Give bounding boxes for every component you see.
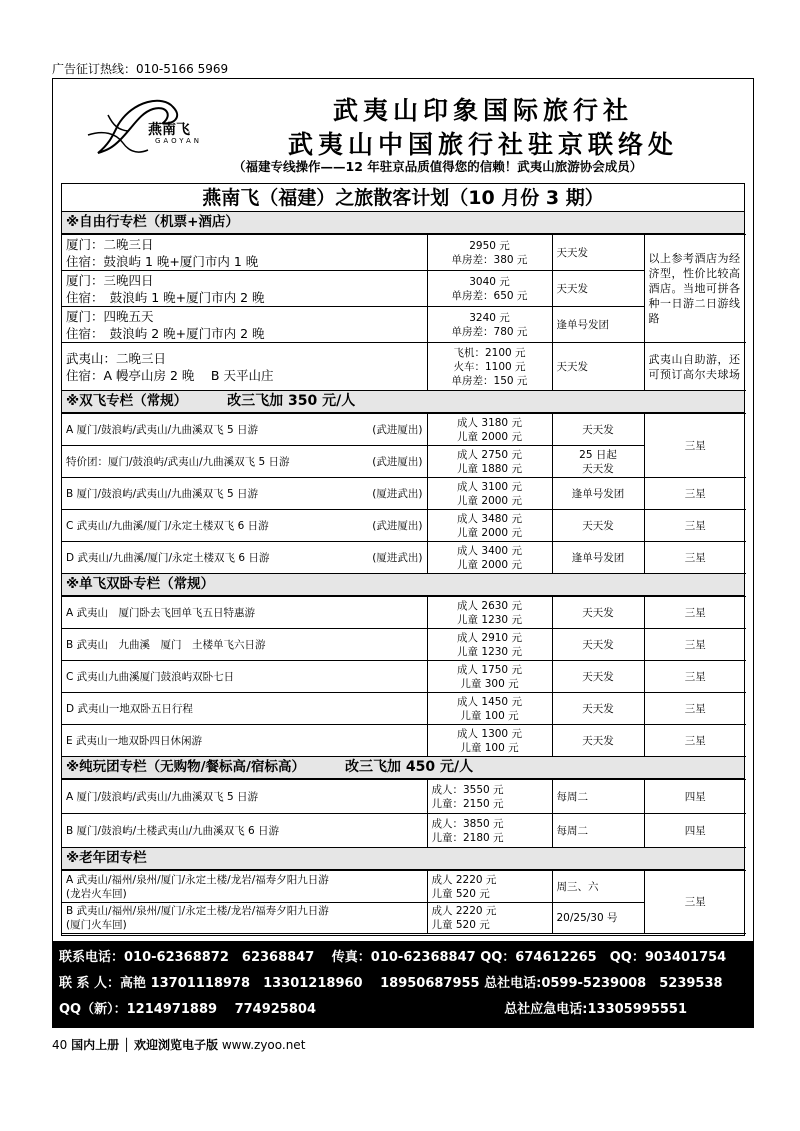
- table-row: [62, 780, 746, 814]
- grade: 三星: [644, 725, 746, 757]
- adult-price: 成人 3400 元: [457, 544, 522, 557]
- contact-emergency: 总社应急电话:13305995551: [504, 1002, 687, 1017]
- table-row: [62, 693, 746, 725]
- depart: 逢单号发团: [552, 478, 644, 510]
- table-row: [62, 343, 746, 391]
- grade: 四星: [644, 780, 746, 814]
- depart-2: 天天发: [582, 462, 614, 475]
- section-title-free-travel: ※自由行专栏（机票+酒店）: [62, 212, 744, 234]
- adult-price: 成人 3480 元: [457, 512, 522, 525]
- ad-frame: [52, 78, 754, 1028]
- section-extra: 改三飞加 350 元/人: [227, 393, 356, 409]
- child-price: 儿童 1230 元: [457, 645, 522, 658]
- depart: 天天发: [552, 725, 644, 757]
- logo-name: 燕南飞: [148, 122, 190, 138]
- route-sub: (龙岩火车回): [66, 887, 127, 900]
- route-name: B 厦门/鼓浪屿/武夷山/九曲溪双飞 5 日游: [66, 487, 259, 500]
- child-price: 儿童 1230 元: [457, 613, 522, 626]
- footer-url[interactable]: www.zyoo.net: [221, 1038, 306, 1052]
- route-name: B 武夷山/福州/泉州/厦门/永定土楼/龙岩/福寿夕阳九日游: [66, 905, 329, 917]
- child-price: 儿童 2000 元: [457, 430, 522, 443]
- adult-price: 成人 1450 元: [457, 695, 522, 708]
- section-extra: 改三飞加 450 元/人: [345, 759, 474, 775]
- route-name: A 厦门/鼓浪屿/武夷山/九曲溪双飞 5 日游: [66, 423, 258, 436]
- depart: 天天发: [552, 235, 644, 271]
- single-flight-table: [62, 596, 746, 757]
- hotel-note: 以上参考酒店为经济型，性价比较高酒店。当地可拼各种一日游二日游线路: [644, 235, 746, 343]
- ad-hotline: 广告征订热线：010-5166 5969: [52, 62, 229, 76]
- child-price: 儿童 2000 元: [457, 526, 522, 539]
- child-price: 儿童 300 元: [460, 677, 519, 690]
- depart: 天天发: [552, 414, 644, 446]
- depart: 每周二: [552, 780, 644, 814]
- depart: 天天发: [552, 597, 644, 629]
- price: 3240 元: [469, 311, 510, 324]
- agency-tagline: （福建专线操作——12 年驻京品质值得您的信赖！武夷山旅游协会成员）: [233, 159, 643, 174]
- route-name: D 武夷山一地双卧五日行程: [62, 693, 427, 725]
- depart: 每周二: [552, 814, 644, 848]
- price-flight: 飞机：2100 元: [453, 346, 526, 359]
- child-price: 儿童：2180 元: [431, 831, 504, 844]
- table-row: [62, 725, 746, 757]
- free-travel-table: [62, 234, 746, 391]
- route-tag: (武进厦出): [372, 519, 423, 532]
- table-row: [62, 871, 746, 903]
- depart: 逢单号发团: [552, 542, 644, 574]
- adult-price: 成人 2630 元: [457, 599, 522, 612]
- adult-price: 成人 3100 元: [457, 480, 522, 493]
- senior-tour-table: [62, 870, 746, 934]
- grade: 三星: [644, 693, 746, 725]
- table-row: [62, 510, 746, 542]
- footer-separator: │: [122, 1038, 131, 1052]
- route-tag: (武进厦出): [372, 423, 423, 436]
- table-row: [62, 235, 746, 271]
- depart: 天天发: [552, 693, 644, 725]
- section-title-double-flight: [62, 391, 744, 413]
- route-sub: (厦门火车回): [66, 919, 127, 931]
- header: [53, 79, 753, 179]
- route-stay: 住宿： 鼓浪屿 2 晚+厦门市内 2 晚: [66, 325, 265, 341]
- adult-price: 成人 1750 元: [457, 663, 522, 676]
- page-number: 40: [52, 1038, 68, 1052]
- section-title-text: ※双飞专栏（常规）: [66, 393, 188, 409]
- adult-price: 成人 1300 元: [457, 727, 522, 740]
- route-name: B 厦门/鼓浪屿/土楼武夷山/九曲溪双飞 6 日游: [62, 814, 427, 848]
- contact-qq-line: [59, 997, 747, 1023]
- child-price: 儿童 100 元: [460, 709, 519, 722]
- table-row: [62, 814, 746, 848]
- depart: 天天发: [552, 661, 644, 693]
- depart: 逢单号发团: [552, 307, 644, 343]
- child-price: 儿童 2000 元: [457, 494, 522, 507]
- table-row: [62, 446, 746, 478]
- adult-price: 成人 2220 元: [431, 873, 497, 886]
- depart: 天天发: [552, 510, 644, 542]
- contact-qq: QQ（新）：1214971889 774925804: [59, 1002, 316, 1017]
- page-footer: [52, 1036, 305, 1053]
- depart: 天天发: [552, 271, 644, 307]
- route-name: 厦门：三晚四日: [66, 272, 154, 288]
- double-flight-table: [62, 413, 746, 574]
- grade: 三星: [644, 597, 746, 629]
- child-price: 儿童 520 元: [431, 919, 490, 931]
- table-row: [62, 307, 746, 343]
- route-tag: (武进厦出): [372, 455, 423, 468]
- grade: 三星: [644, 542, 746, 574]
- table-row: [62, 903, 746, 934]
- grade: 三星: [644, 510, 746, 542]
- grade: 四星: [644, 814, 746, 848]
- price-single: 单房差：650 元: [451, 289, 528, 302]
- grade: 三星: [644, 629, 746, 661]
- child-price: 儿童 1880 元: [457, 462, 522, 475]
- contact-bar: [53, 941, 753, 1027]
- plan-title: 燕南飞（福建）之旅散客计划（10 月份 3 期）: [62, 184, 744, 212]
- route-name: C 武夷山/九曲溪/厦门/永定土楼双飞 6 日游: [66, 519, 269, 532]
- adult-price: 成人 3180 元: [457, 416, 522, 429]
- logo-subtitle: GAOYAN: [155, 137, 202, 145]
- depart: 20/25/30 号: [552, 903, 644, 934]
- price-single: 单房差：780 元: [451, 325, 528, 338]
- pure-tour-table: [62, 779, 746, 848]
- table-row: [62, 271, 746, 307]
- price: 2950 元: [469, 239, 510, 252]
- route-name: 特价团：厦门/鼓浪屿/武夷山/九曲溪双飞 5 日游: [66, 455, 290, 468]
- grade: 三星: [644, 414, 746, 478]
- table-row: [62, 414, 746, 446]
- section-title-text: ※纯玩团专栏（无购物/餐标高/宿标高）: [66, 759, 305, 775]
- depart: 天天发: [552, 629, 644, 661]
- route-name: D 武夷山/九曲溪/厦门/永定土楼双飞 6 日游: [66, 551, 270, 564]
- table-row: [62, 629, 746, 661]
- route-name: 武夷山：二晚三日: [66, 350, 167, 366]
- table-row: [62, 478, 746, 510]
- golf-note: 武夷山自助游，还可预订高尔夫球场: [644, 343, 746, 391]
- price-single: 单房差：380 元: [451, 253, 528, 266]
- route-tag: (厦进武出): [372, 487, 423, 500]
- route-stay: 住宿： 鼓浪屿 1 晚+厦门市内 2 晚: [66, 289, 265, 305]
- grade: 三星: [644, 478, 746, 510]
- child-price: 儿童：2150 元: [431, 797, 504, 810]
- contact-person-line: 联 系 人：高艳 13701118978 13301218960 18950687955 总社电话:0599-5239008 5239538: [59, 976, 723, 991]
- adult-price: 成人 2910 元: [457, 631, 522, 644]
- route-tag: (厦进武出): [372, 551, 423, 564]
- section-title-senior-tour: ※老年团专栏: [62, 848, 744, 870]
- child-price: 儿童 2000 元: [457, 558, 522, 571]
- adult-price: 成人 2750 元: [457, 448, 522, 461]
- agency-name-2: 武夷山中国旅行社驻京联络处: [288, 130, 679, 159]
- table-row: [62, 661, 746, 693]
- depart: 25 日起: [579, 448, 617, 461]
- agency-name-1: 武夷山印象国际旅行社: [333, 96, 634, 125]
- price-single: 单房差：150 元: [451, 374, 528, 387]
- route-stay: 住宿：A 幔亭山房 2 晚 B 天平山庄: [66, 367, 274, 383]
- adult-price: 成人：3850 元: [431, 817, 504, 830]
- footer-section: 国内上册: [71, 1038, 120, 1052]
- depart: 周三、六: [552, 871, 644, 903]
- route-name: E 武夷山一地双卧四日休闲游: [62, 725, 427, 757]
- route-name: 厦门：二晚三日: [66, 236, 154, 252]
- footer-text: 欢迎浏览电子版: [134, 1038, 219, 1052]
- route-name: C 武夷山九曲溪厦门鼓浪屿双卧七日: [62, 661, 427, 693]
- table-row: [62, 597, 746, 629]
- depart: 天天发: [552, 343, 644, 391]
- route-name: A 厦门/鼓浪屿/武夷山/九曲溪双飞 5 日游: [62, 780, 427, 814]
- grade: 三星: [644, 871, 746, 934]
- price-train: 火车：1100 元: [453, 360, 526, 373]
- child-price: 儿童 100 元: [460, 741, 519, 754]
- section-title-pure-tour: [62, 757, 744, 779]
- child-price: 儿童 520 元: [431, 887, 490, 900]
- tour-plan-box: [61, 183, 745, 936]
- section-title-single-flight: ※单飞双卧专栏（常规）: [62, 574, 744, 596]
- grade: 三星: [644, 661, 746, 693]
- price: 3040 元: [469, 275, 510, 288]
- table-row: [62, 542, 746, 574]
- adult-price: 成人：3550 元: [431, 783, 504, 796]
- route-name: A 武夷山 厦门卧去飞回单飞五日特惠游: [62, 597, 427, 629]
- adult-price: 成人 2220 元: [431, 905, 497, 917]
- route-name: B 武夷山 九曲溪 厦门 土楼单飞六日游: [62, 629, 427, 661]
- contact-phone-line: 联系电话：010-62368872 62368847 传真：010-62368847 QQ：674612265 QQ：903401754: [59, 950, 727, 965]
- route-name: 厦门：四晚五天: [66, 308, 154, 324]
- route-stay: 住宿：鼓浪屿 1 晚+厦门市内 1 晚: [66, 253, 259, 269]
- route-name: A 武夷山/福州/泉州/厦门/永定土楼/龙岩/福寿夕阳九日游: [66, 873, 329, 886]
